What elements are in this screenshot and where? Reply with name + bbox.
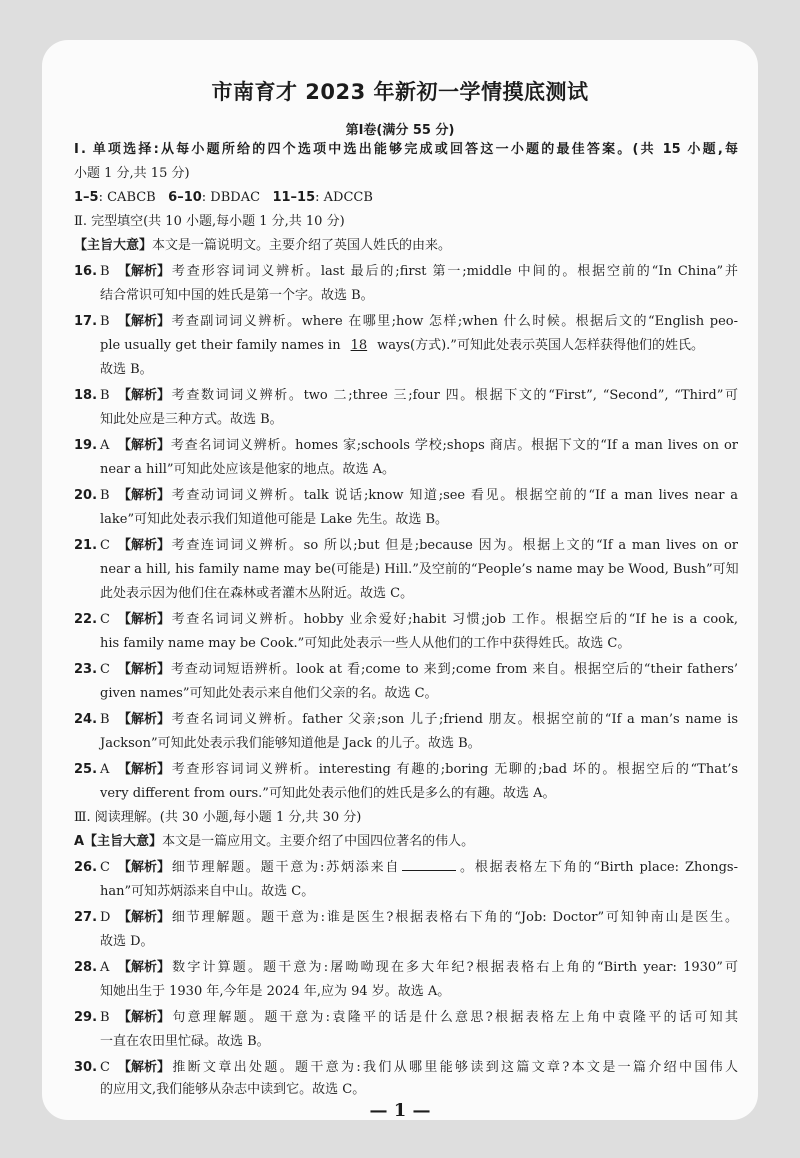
question-28: 28. A 【解析】数字计算题。题干意为:屠呦呦现在多大年纪?根据表格右上角的“Birth year: 1930”可 xyxy=(74,960,738,975)
question-21-cont2: 此处表示因为他们住在森林或者灌木丛附近。故选 C。 xyxy=(100,586,414,601)
question-27-cont: 故选 D。 xyxy=(100,934,154,949)
question-30: 30. C 【解析】推断文章出处题。题干意为:我们从哪里能够读到这篇文章?本文是一篇介绍中国伟人 xyxy=(74,1060,738,1075)
question-24-cont: Jackson”可知此处表示我们能够知道他是 Jack 的儿子。故选 B。 xyxy=(100,736,481,751)
question-23: 23. C 【解析】考查动词短语辨析。look at 看;come to 来到;come from 来自。根据空后的“their fathers’ xyxy=(74,662,738,677)
question-25-cont: very different from ours.”可知此处表示他们的姓氏是多么的有趣。故选 A。 xyxy=(100,786,556,801)
question-28-cont: 知她出生于 1930 年,今年是 2024 年,应为 94 岁。故选 A。 xyxy=(100,984,451,999)
question-29-cont: 一直在农田里忙碌。故选 B。 xyxy=(100,1034,270,1049)
question-17: 17. B 【解析】考查副词词义辨析。where 在哪里;how 怎样;when 什么时候。根据后文的“English peo- xyxy=(74,314,738,329)
question-24: 24. B 【解析】考查名词词义辨析。father 父亲;son 儿子;friend 朋友。根据空前的“If a man’s name is xyxy=(74,712,738,727)
blank-18: 18 xyxy=(350,338,368,353)
question-22-cont: his family name may be Cook.”可知此处表示一些人从他们的工作中获得姓氏。故选 C。 xyxy=(100,636,631,651)
question-23-cont: given names”可知此处表示来自他们父亲的名。故选 C。 xyxy=(100,686,438,701)
part1-answers: 1–5: CABCB 6–10: DBDAC 11–15: ADCCB xyxy=(74,190,373,205)
question-18-cont: 知此处应是三种方式。故选 B。 xyxy=(100,412,283,427)
question-18: 18. B 【解析】考查数词词义辨析。two 二;three 三;four 四。根据下文的“First”, “Second”, “Third”可 xyxy=(74,388,738,403)
question-30-cont: 的应用文,我们能够从杂志中读到它。故选 C。 xyxy=(100,1082,366,1097)
question-21-cont: near a hill, his family name may be(可能是) Hill.”及空前的“People’s name may be Wood, Bush”可知 xyxy=(100,562,739,577)
question-19: 19. A 【解析】考查名词词义辨析。homes 家;schools 学校;shops 商店。根据下文的“If a man lives on or xyxy=(74,438,738,453)
part1-instruction-cont: 小题 1 分,共 15 分) xyxy=(74,166,190,181)
part2-main-idea: 【主旨大意】本文是一篇说明文。主要介绍了英国人姓氏的由来。 xyxy=(74,238,452,253)
question-17-cont2: 故选 B。 xyxy=(100,362,153,377)
question-25: 25. A 【解析】考查形容词词义辨析。interesting 有趣的;boring 无聊的;bad 坏的。根据空后的“That’s xyxy=(74,762,738,777)
part2-heading: Ⅱ. 完型填空(共 10 小题,每小题 1 分,共 10 分) xyxy=(74,214,345,229)
question-22: 22. C 【解析】考查名词词义辨析。hobby 业余爱好;habit 习惯;job 工作。根据空后的“If he is a cook, xyxy=(74,612,738,627)
question-29: 29. B 【解析】句意理解题。题干意为:袁隆平的话是什么意思?根据表格左上角中袁隆平的话可知其 xyxy=(74,1010,738,1025)
question-26-cont: han”可知苏炳添来自中山。故选 C。 xyxy=(100,884,315,899)
page-title: 市南育才 2023 年新初一学情摸底测试 xyxy=(211,80,589,104)
question-16: 16. B 【解析】考查形容词词义辨析。last 最后的;first 第一;middle 中间的。根据空前的“In China”并 xyxy=(74,264,738,279)
answer-blank xyxy=(402,858,456,871)
page-number: — 1 — xyxy=(369,1100,431,1121)
question-16-cont: 结合常识可知中国的姓氏是第一个字。故选 B。 xyxy=(100,288,374,303)
question-27: 27. D 【解析】细节理解题。题干意为:谁是医生?根据表格右下角的“Job: Doctor”可知钟南山是医生。 xyxy=(74,910,738,925)
section-heading: 第Ⅰ卷(满分 55 分) xyxy=(345,123,455,138)
page-sheet xyxy=(42,40,758,1120)
part1-instruction: Ⅰ. 单项选择:从每小题所给的四个选项中选出能够完成或回答这一小题的最佳答案。(共 15 小题,每 xyxy=(74,142,738,157)
part3-heading: Ⅲ. 阅读理解。(共 30 小题,每小题 1 分,共 30 分) xyxy=(74,810,362,825)
question-21: 21. C 【解析】考查连词词义辨析。so 所以;but 但是;because 因为。根据上文的“If a man lives on or xyxy=(74,538,738,553)
question-20-cont: lake”可知此处表示我们知道他可能是 Lake 先生。故选 B。 xyxy=(100,512,449,527)
question-19-cont: near a hill”可知此处应该是他家的地点。故选 A。 xyxy=(100,462,396,477)
question-20: 20. B 【解析】考查动词词义辨析。talk 说话;know 知道;see 看见。根据空前的“If a man lives near a xyxy=(74,488,738,503)
question-26: 26. C 【解析】细节理解题。题干意为:苏炳添来自 。根据表格左下角的“Birth place: Zhongs- xyxy=(74,860,738,875)
question-17-cont: ple usually get their family names in 18 ways(方式).”可知此处表示英国人怎样获得他们的姓氏。 xyxy=(100,336,738,356)
part3-main-idea: A【主旨大意】本文是一篇应用文。主要介绍了中国四位著名的伟人。 xyxy=(74,834,475,849)
